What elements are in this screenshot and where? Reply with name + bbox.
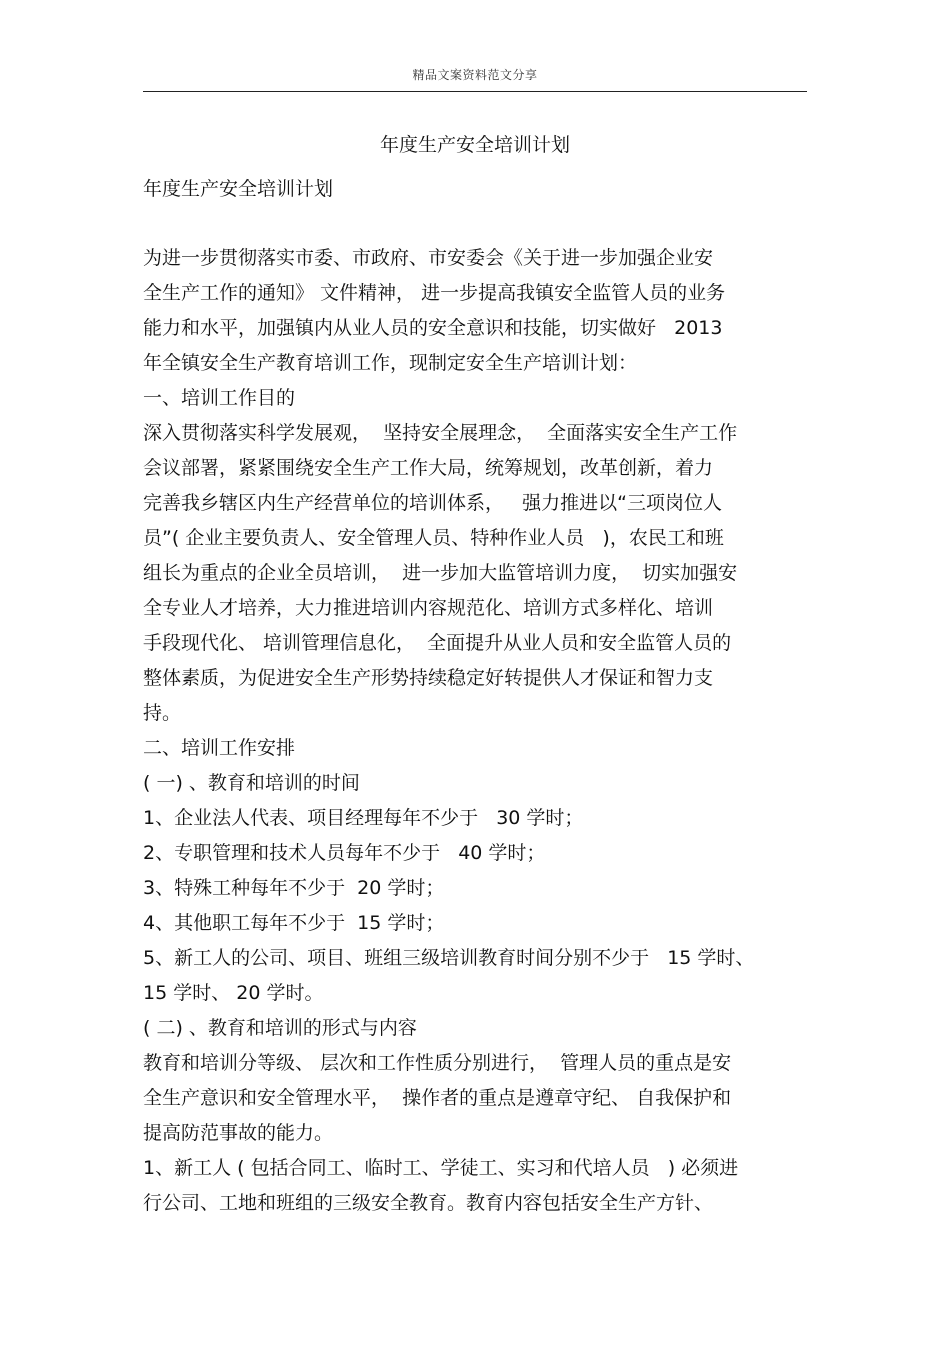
form-line: 教育和培训分等级、 层次和工作性质分别进行， 管理人员的重点是安: [143, 1052, 732, 1074]
purpose-line: 深入贯彻落实科学发展观， 坚持安全展理念， 全面落实安全生产工作: [143, 422, 738, 444]
list-item: 1、企业法人代表、项目经理每年不少于 30 学时；: [143, 807, 584, 829]
form-line: 提高防范事故的能力。: [143, 1122, 334, 1144]
purpose-line: 会议部署，紧紧围绕安全生产工作大局，统筹规划，改革创新，着力: [143, 457, 714, 479]
form-line: 全生产意识和安全管理水平， 操作者的重点是遵章守纪、 自我保护和: [143, 1087, 732, 1109]
purpose-line: 持。: [143, 702, 182, 724]
purpose-line: 整体素质，为促进安全生产形势持续稳定好转提供人才保证和智力支: [143, 667, 714, 689]
body-subtitle: 年度生产安全培训计划: [143, 178, 334, 200]
header-divider: [143, 91, 807, 92]
purpose-line: 完善我乡辖区内生产经营单位的培训体系， 强力推进以“三项岗位人: [143, 492, 722, 514]
section-heading-arrangement: 二、培训工作安排: [143, 737, 296, 759]
list-item: 4、其他职工每年不少于 15 学时；: [143, 912, 445, 934]
intro-line: 能力和水平，加强镇内从业人员的安全意识和技能，切实做好 2013: [143, 317, 723, 339]
list-item-continuation: 行公司、工地和班组的三级安全教育。教育内容包括安全生产方针、: [143, 1192, 714, 1214]
document-body: [143, 172, 807, 1221]
purpose-line: 组长为重点的企业全员培训， 进一步加大监管培训力度， 切实加强安: [143, 562, 738, 584]
list-item: 1、新工人 ( 包括合同工、临时工、学徒工、实习和代培人员 ) 必须进: [143, 1157, 739, 1179]
page-header: 精品文案资料范文分享: [412, 68, 538, 82]
intro-line: 年全镇安全生产教育培训工作，现制定安全生产培训计划：: [143, 352, 638, 374]
intro-line: 全生产工作的通知》 文件精神， 进一步提高我镇安全监管人员的业务: [143, 282, 726, 304]
list-item-continuation: 15 学时、 20 学时。: [143, 982, 324, 1004]
document-title: 年度生产安全培训计划: [379, 134, 570, 156]
list-item: 2、专职管理和技术人员每年不少于 40 学时；: [143, 842, 546, 864]
list-item: 5、新工人的公司、项目、班组三级培训教育时间分别不少于 15 学时、: [143, 947, 755, 969]
intro-line: 为进一步贯彻落实市委、市政府、市安委会《关于进一步加强企业安: [143, 247, 714, 269]
list-item: 3、特殊工种每年不少于 20 学时；: [143, 877, 445, 899]
section-heading-purpose: 一、培训工作目的: [143, 387, 296, 409]
purpose-line: 全专业人才培养，大力推进培训内容规范化、培训方式多样化、培训: [143, 597, 714, 619]
purpose-line: 员”( 企业主要负责人、安全管理人员、特种作业人员 )，农民工和班: [143, 527, 724, 549]
subsection-heading-form: ( 二) 、教育和培训的形式与内容: [143, 1017, 417, 1039]
blank-line: [143, 207, 807, 241]
subsection-heading-time: ( 一) 、教育和培训的时间: [143, 772, 360, 794]
purpose-line: 手段现代化、 培训管理信息化， 全面提升从业人员和安全监管人员的: [143, 632, 732, 654]
